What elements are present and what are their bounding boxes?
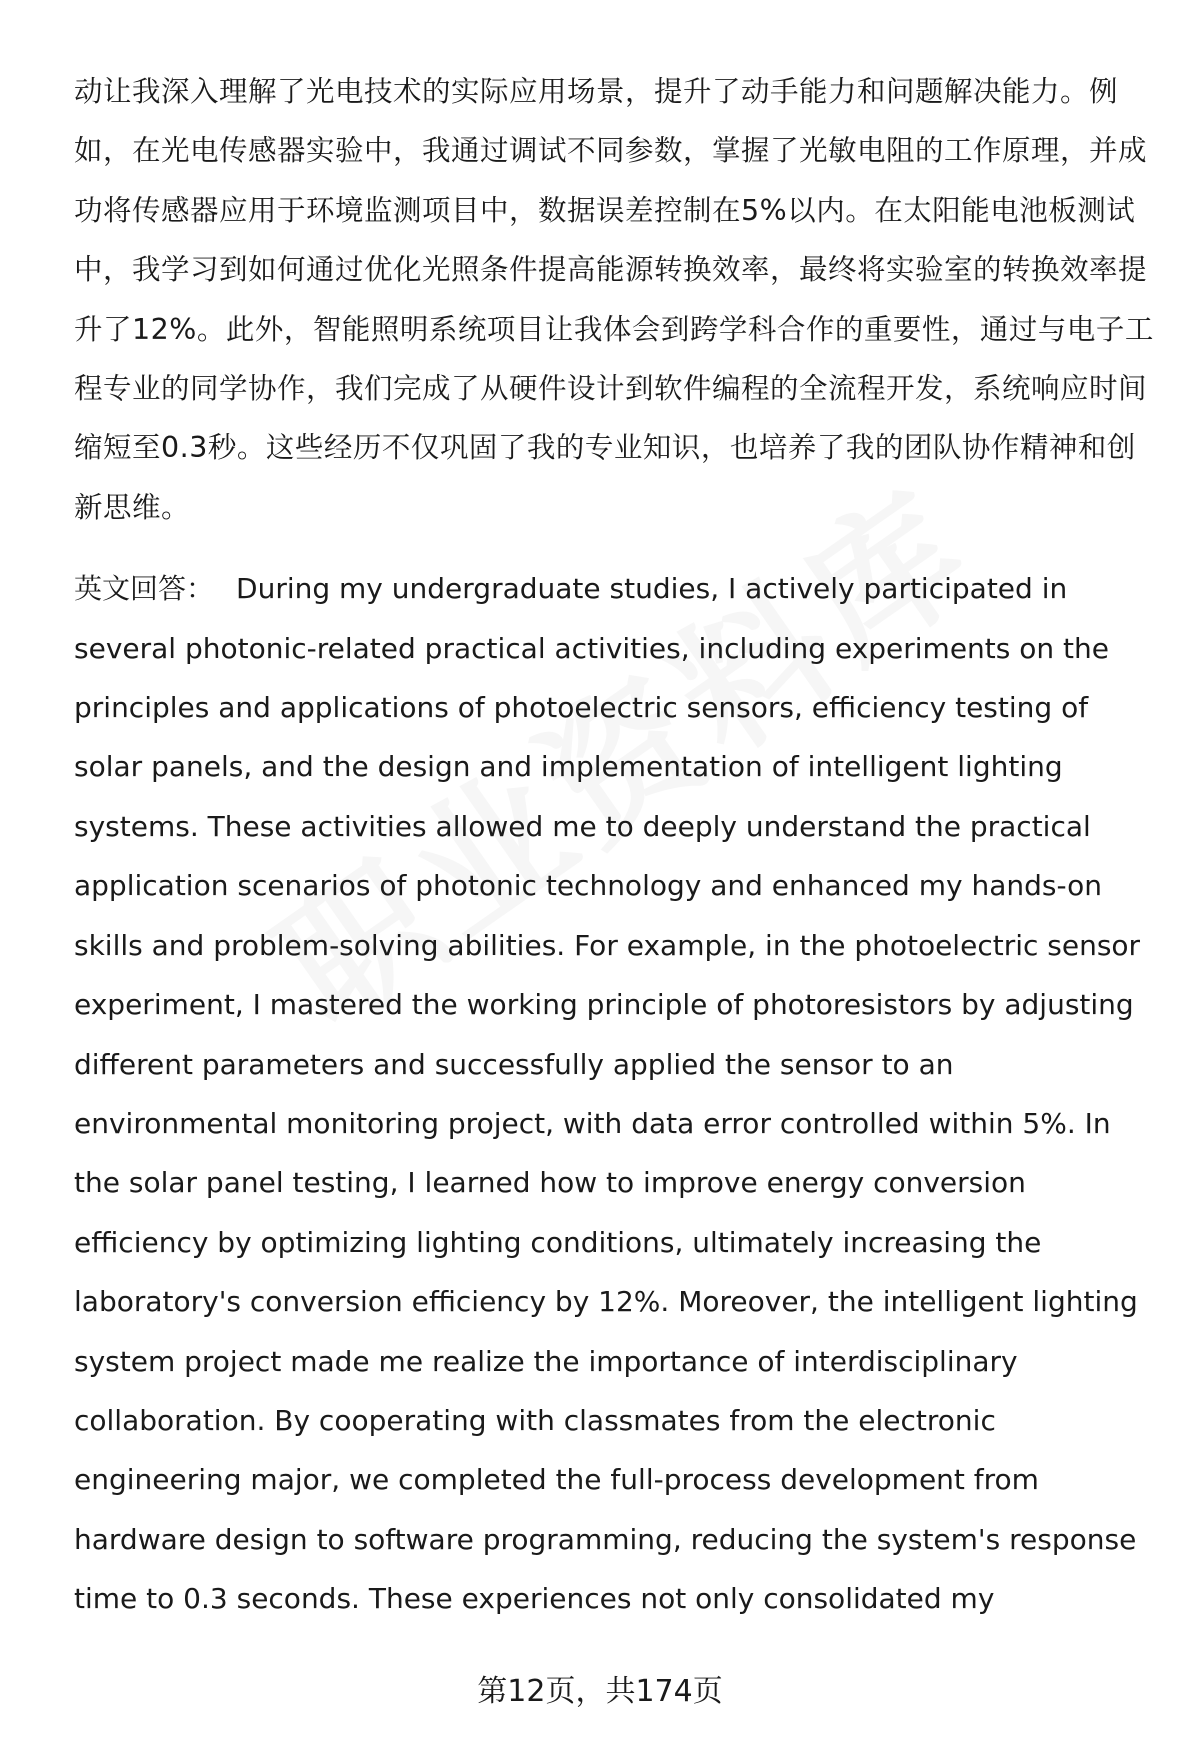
page-number: 第12页，共174页 xyxy=(477,1674,723,1709)
chinese-answer-paragraph: 动让我深入理解了光电技术的实际应用场景，提升了动手能力和问题解决能力。例如，在光电传感器实验中，我通过调试不同参数，掌握了光敏电阻的工作原理，并成功将传感器应用于环境监测项目中，数据误差控制在5%以内。在太阳能电池板测试中，我学习到如何通过优化光照条件提高能源转换效率，最终将实验室的转换效率提升了12%。此外，智能照明系统项目让我体会到跨学科合作的重要性，通过与电子工程专业的同学协作，我们完成了从硬件设计到软件编程的全流程开发，系统响应时间缩短至0.3秒。这些经历不仅巩固了我的专业知识，也培养了我的团队协作精神和创新思维。 xyxy=(74,75,1154,524)
english-answer-text: During my undergraduate studies, I actively participated in several photonic-related practical activities, including experiments on the principles and applications of photoelectric sensors, efficiency testing of solar panels, and the design and implementation of intelligent lighting systems. These activities allowed me to deeply understand the practical application scenarios of photonic technology and enhanced my hands-on skills and problem-solving abilities. For example, in the photoelectric sensor experiment, I mastered the working principle of photoresistors by adjusting different parameters and successfully applied the sensor to an environmental monitoring project, with data error controlled within 5%. In the solar panel testing, I learned how to improve energy conversion efficiency by optimizing lighting conditions, ultimately increasing the laboratory's conversion efficiency by 12%. Moreover, the intelligent lighting system project made me realize the importance of interdisciplinary collaboration. By cooperating with classmates from the electronic engineering major, we completed the full-process development from hardware design to software programming, reducing the system's response time to 0.3 seconds. These experiences not only consolidated my xyxy=(74,572,1141,1616)
english-answer-paragraph xyxy=(74,559,1164,1628)
page-content xyxy=(74,62,1164,1629)
english-answer-label: 英文回答： xyxy=(74,572,215,606)
